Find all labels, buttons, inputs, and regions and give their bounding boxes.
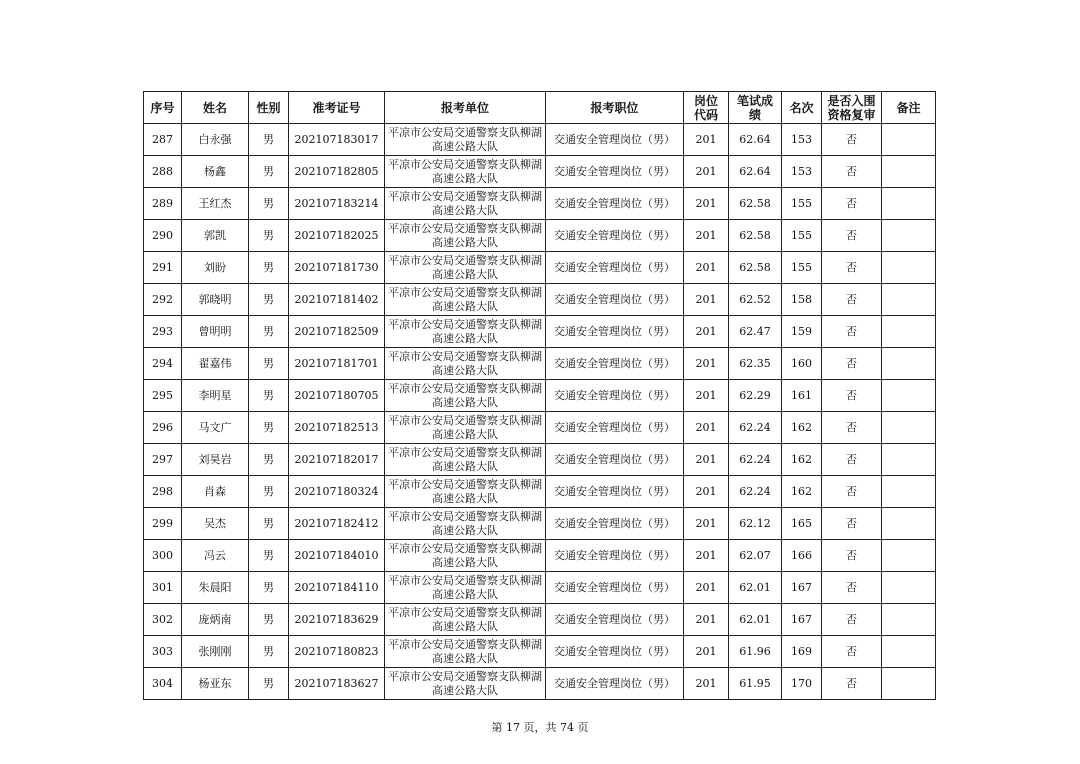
- cell-exam-no: 202107180705: [289, 380, 385, 412]
- cell-pos-code: 201: [684, 252, 729, 284]
- cell-position: 交通安全管理岗位（男）: [546, 124, 684, 156]
- cell-position: 交通安全管理岗位（男）: [546, 668, 684, 700]
- cell-position: 交通安全管理岗位（男）: [546, 604, 684, 636]
- cell-review: 否: [822, 412, 882, 444]
- cell-pos-code: 201: [684, 444, 729, 476]
- header-row: [144, 92, 936, 124]
- cell-gender: 男: [249, 572, 289, 604]
- cell-name: 刘昊岩: [182, 444, 249, 476]
- cell-rank: 162: [782, 476, 822, 508]
- header-score: 笔试成绩: [729, 92, 782, 124]
- cell-gender: 男: [249, 540, 289, 572]
- table-row: [144, 284, 936, 316]
- cell-score: 62.47: [729, 316, 782, 348]
- table-row: [144, 412, 936, 444]
- cell-review: 否: [822, 124, 882, 156]
- cell-score: 61.95: [729, 668, 782, 700]
- header-gender: 性别: [249, 92, 289, 124]
- cell-pos-code: 201: [684, 316, 729, 348]
- cell-rank: 153: [782, 124, 822, 156]
- cell-score: 62.29: [729, 380, 782, 412]
- cell-review: 否: [822, 348, 882, 380]
- cell-seq: 299: [144, 508, 182, 540]
- cell-rank: 162: [782, 412, 822, 444]
- header-name: 姓名: [182, 92, 249, 124]
- cell-seq: 294: [144, 348, 182, 380]
- cell-rank: 165: [782, 508, 822, 540]
- cell-unit: 平凉市公安局交通警察支队柳湖高速公路大队: [385, 476, 546, 508]
- cell-position: 交通安全管理岗位（男）: [546, 316, 684, 348]
- cell-seq: 295: [144, 380, 182, 412]
- cell-review: 否: [822, 252, 882, 284]
- cell-gender: 男: [249, 252, 289, 284]
- cell-name: 朱晨阳: [182, 572, 249, 604]
- table-header: [144, 92, 936, 124]
- cell-exam-no: 202107184110: [289, 572, 385, 604]
- cell-position: 交通安全管理岗位（男）: [546, 348, 684, 380]
- cell-unit: 平凉市公安局交通警察支队柳湖高速公路大队: [385, 348, 546, 380]
- cell-name: 冯云: [182, 540, 249, 572]
- cell-position: 交通安全管理岗位（男）: [546, 636, 684, 668]
- cell-exam-no: 202107183017: [289, 124, 385, 156]
- cell-remark: [882, 348, 936, 380]
- cell-unit: 平凉市公安局交通警察支队柳湖高速公路大队: [385, 188, 546, 220]
- cell-unit: 平凉市公安局交通警察支队柳湖高速公路大队: [385, 540, 546, 572]
- cell-name: 李明星: [182, 380, 249, 412]
- cell-rank: 167: [782, 604, 822, 636]
- cell-seq: 289: [144, 188, 182, 220]
- header-seq: 序号: [144, 92, 182, 124]
- cell-review: 否: [822, 572, 882, 604]
- cell-position: 交通安全管理岗位（男）: [546, 540, 684, 572]
- cell-review: 否: [822, 668, 882, 700]
- cell-remark: [882, 220, 936, 252]
- cell-seq: 292: [144, 284, 182, 316]
- cell-exam-no: 202107182509: [289, 316, 385, 348]
- cell-remark: [882, 604, 936, 636]
- table-row: [144, 252, 936, 284]
- cell-gender: 男: [249, 476, 289, 508]
- cell-remark: [882, 540, 936, 572]
- table-row: [144, 604, 936, 636]
- cell-position: 交通安全管理岗位（男）: [546, 220, 684, 252]
- header-rank: 名次: [782, 92, 822, 124]
- cell-pos-code: 201: [684, 412, 729, 444]
- cell-unit: 平凉市公安局交通警察支队柳湖高速公路大队: [385, 380, 546, 412]
- cell-position: 交通安全管理岗位（男）: [546, 508, 684, 540]
- cell-exam-no: 202107183629: [289, 604, 385, 636]
- cell-position: 交通安全管理岗位（男）: [546, 380, 684, 412]
- cell-gender: 男: [249, 380, 289, 412]
- cell-remark: [882, 636, 936, 668]
- cell-exam-no: 202107182025: [289, 220, 385, 252]
- cell-pos-code: 201: [684, 476, 729, 508]
- cell-gender: 男: [249, 220, 289, 252]
- cell-exam-no: 202107180324: [289, 476, 385, 508]
- cell-remark: [882, 444, 936, 476]
- table-row: [144, 348, 936, 380]
- cell-remark: [882, 412, 936, 444]
- cell-score: 61.96: [729, 636, 782, 668]
- cell-remark: [882, 316, 936, 348]
- cell-rank: 162: [782, 444, 822, 476]
- table-row: [144, 572, 936, 604]
- table-row: [144, 220, 936, 252]
- cell-rank: 161: [782, 380, 822, 412]
- cell-unit: 平凉市公安局交通警察支队柳湖高速公路大队: [385, 508, 546, 540]
- cell-name: 白永强: [182, 124, 249, 156]
- cell-remark: [882, 124, 936, 156]
- cell-gender: 男: [249, 348, 289, 380]
- cell-remark: [882, 380, 936, 412]
- cell-score: 62.24: [729, 412, 782, 444]
- cell-gender: 男: [249, 156, 289, 188]
- cell-seq: 290: [144, 220, 182, 252]
- cell-position: 交通安全管理岗位（男）: [546, 412, 684, 444]
- cell-pos-code: 201: [684, 540, 729, 572]
- cell-remark: [882, 476, 936, 508]
- header-exam-no: 准考证号: [289, 92, 385, 124]
- table-row: [144, 316, 936, 348]
- cell-review: 否: [822, 316, 882, 348]
- table-row: [144, 668, 936, 700]
- table-row: [144, 540, 936, 572]
- cell-remark: [882, 252, 936, 284]
- header-pos-code: 岗位代码: [684, 92, 729, 124]
- cell-gender: 男: [249, 412, 289, 444]
- cell-score: 62.12: [729, 508, 782, 540]
- cell-name: 刘盼: [182, 252, 249, 284]
- cell-gender: 男: [249, 604, 289, 636]
- cell-remark: [882, 668, 936, 700]
- cell-name: 吴杰: [182, 508, 249, 540]
- cell-rank: 155: [782, 252, 822, 284]
- cell-exam-no: 202107181402: [289, 284, 385, 316]
- cell-exam-no: 202107183627: [289, 668, 385, 700]
- results-table: [143, 91, 936, 700]
- cell-seq: 293: [144, 316, 182, 348]
- cell-remark: [882, 508, 936, 540]
- cell-seq: 302: [144, 604, 182, 636]
- cell-score: 62.64: [729, 124, 782, 156]
- cell-pos-code: 201: [684, 124, 729, 156]
- cell-exam-no: 202107181701: [289, 348, 385, 380]
- cell-name: 马文广: [182, 412, 249, 444]
- cell-gender: 男: [249, 444, 289, 476]
- cell-seq: 300: [144, 540, 182, 572]
- cell-review: 否: [822, 220, 882, 252]
- header-review: 是否入围资格复审: [822, 92, 882, 124]
- cell-score: 62.35: [729, 348, 782, 380]
- cell-name: 肖森: [182, 476, 249, 508]
- cell-unit: 平凉市公安局交通警察支队柳湖高速公路大队: [385, 444, 546, 476]
- header-position: 报考职位: [546, 92, 684, 124]
- table-row: [144, 124, 936, 156]
- cell-seq: 304: [144, 668, 182, 700]
- cell-exam-no: 202107184010: [289, 540, 385, 572]
- header-remark: 备注: [882, 92, 936, 124]
- cell-pos-code: 201: [684, 188, 729, 220]
- cell-exam-no: 202107182017: [289, 444, 385, 476]
- cell-gender: 男: [249, 508, 289, 540]
- cell-pos-code: 201: [684, 604, 729, 636]
- cell-pos-code: 201: [684, 636, 729, 668]
- cell-remark: [882, 284, 936, 316]
- cell-score: 62.58: [729, 220, 782, 252]
- cell-name: 郭凯: [182, 220, 249, 252]
- cell-exam-no: 202107180823: [289, 636, 385, 668]
- cell-name: 杨亚东: [182, 668, 249, 700]
- cell-score: 62.07: [729, 540, 782, 572]
- cell-name: 庞炳南: [182, 604, 249, 636]
- cell-seq: 298: [144, 476, 182, 508]
- cell-gender: 男: [249, 316, 289, 348]
- cell-review: 否: [822, 156, 882, 188]
- cell-review: 否: [822, 604, 882, 636]
- cell-seq: 291: [144, 252, 182, 284]
- cell-name: 杨鑫: [182, 156, 249, 188]
- cell-unit: 平凉市公安局交通警察支队柳湖高速公路大队: [385, 220, 546, 252]
- results-table-container: [143, 91, 935, 700]
- cell-exam-no: 202107182513: [289, 412, 385, 444]
- cell-rank: 169: [782, 636, 822, 668]
- cell-exam-no: 202107183214: [289, 188, 385, 220]
- cell-score: 62.58: [729, 188, 782, 220]
- cell-pos-code: 201: [684, 508, 729, 540]
- cell-review: 否: [822, 508, 882, 540]
- cell-pos-code: 201: [684, 380, 729, 412]
- cell-pos-code: 201: [684, 220, 729, 252]
- cell-rank: 155: [782, 220, 822, 252]
- cell-rank: 155: [782, 188, 822, 220]
- cell-rank: 158: [782, 284, 822, 316]
- cell-gender: 男: [249, 188, 289, 220]
- table-row: [144, 380, 936, 412]
- cell-name: 王红杰: [182, 188, 249, 220]
- cell-position: 交通安全管理岗位（男）: [546, 284, 684, 316]
- cell-score: 62.01: [729, 572, 782, 604]
- table-row: [144, 444, 936, 476]
- cell-unit: 平凉市公安局交通警察支队柳湖高速公路大队: [385, 316, 546, 348]
- cell-seq: 297: [144, 444, 182, 476]
- cell-unit: 平凉市公安局交通警察支队柳湖高速公路大队: [385, 124, 546, 156]
- cell-exam-no: 202107182805: [289, 156, 385, 188]
- cell-unit: 平凉市公安局交通警察支队柳湖高速公路大队: [385, 412, 546, 444]
- cell-rank: 170: [782, 668, 822, 700]
- table-row: [144, 636, 936, 668]
- cell-position: 交通安全管理岗位（男）: [546, 572, 684, 604]
- cell-review: 否: [822, 444, 882, 476]
- page-footer: 第 17 页，共 74 页: [491, 721, 589, 734]
- cell-score: 62.24: [729, 444, 782, 476]
- cell-rank: 153: [782, 156, 822, 188]
- cell-score: 62.24: [729, 476, 782, 508]
- cell-pos-code: 201: [684, 284, 729, 316]
- cell-rank: 166: [782, 540, 822, 572]
- cell-review: 否: [822, 540, 882, 572]
- cell-unit: 平凉市公安局交通警察支队柳湖高速公路大队: [385, 604, 546, 636]
- cell-review: 否: [822, 380, 882, 412]
- cell-exam-no: 202107181730: [289, 252, 385, 284]
- cell-gender: 男: [249, 636, 289, 668]
- cell-unit: 平凉市公安局交通警察支队柳湖高速公路大队: [385, 284, 546, 316]
- cell-score: 62.58: [729, 252, 782, 284]
- cell-rank: 160: [782, 348, 822, 380]
- cell-unit: 平凉市公安局交通警察支队柳湖高速公路大队: [385, 572, 546, 604]
- cell-position: 交通安全管理岗位（男）: [546, 188, 684, 220]
- cell-seq: 287: [144, 124, 182, 156]
- cell-rank: 159: [782, 316, 822, 348]
- cell-name: 翟嘉伟: [182, 348, 249, 380]
- cell-remark: [882, 572, 936, 604]
- cell-exam-no: 202107182412: [289, 508, 385, 540]
- cell-seq: 296: [144, 412, 182, 444]
- cell-gender: 男: [249, 284, 289, 316]
- cell-name: 张刚刚: [182, 636, 249, 668]
- cell-seq: 288: [144, 156, 182, 188]
- cell-review: 否: [822, 636, 882, 668]
- table-row: [144, 476, 936, 508]
- cell-score: 62.52: [729, 284, 782, 316]
- table-body: [144, 124, 936, 700]
- cell-position: 交通安全管理岗位（男）: [546, 444, 684, 476]
- cell-remark: [882, 156, 936, 188]
- cell-seq: 303: [144, 636, 182, 668]
- cell-position: 交通安全管理岗位（男）: [546, 476, 684, 508]
- cell-pos-code: 201: [684, 668, 729, 700]
- cell-unit: 平凉市公安局交通警察支队柳湖高速公路大队: [385, 668, 546, 700]
- cell-name: 曾明明: [182, 316, 249, 348]
- cell-review: 否: [822, 188, 882, 220]
- cell-pos-code: 201: [684, 348, 729, 380]
- cell-review: 否: [822, 284, 882, 316]
- cell-position: 交通安全管理岗位（男）: [546, 156, 684, 188]
- cell-remark: [882, 188, 936, 220]
- table-row: [144, 156, 936, 188]
- cell-review: 否: [822, 476, 882, 508]
- cell-pos-code: 201: [684, 572, 729, 604]
- cell-unit: 平凉市公安局交通警察支队柳湖高速公路大队: [385, 636, 546, 668]
- cell-name: 郭晓明: [182, 284, 249, 316]
- table-row: [144, 508, 936, 540]
- cell-seq: 301: [144, 572, 182, 604]
- cell-unit: 平凉市公安局交通警察支队柳湖高速公路大队: [385, 156, 546, 188]
- cell-score: 62.01: [729, 604, 782, 636]
- cell-rank: 167: [782, 572, 822, 604]
- cell-unit: 平凉市公安局交通警察支队柳湖高速公路大队: [385, 252, 546, 284]
- table-row: [144, 188, 936, 220]
- cell-gender: 男: [249, 668, 289, 700]
- cell-score: 62.64: [729, 156, 782, 188]
- cell-position: 交通安全管理岗位（男）: [546, 252, 684, 284]
- cell-pos-code: 201: [684, 156, 729, 188]
- cell-gender: 男: [249, 124, 289, 156]
- header-unit: 报考单位: [385, 92, 546, 124]
